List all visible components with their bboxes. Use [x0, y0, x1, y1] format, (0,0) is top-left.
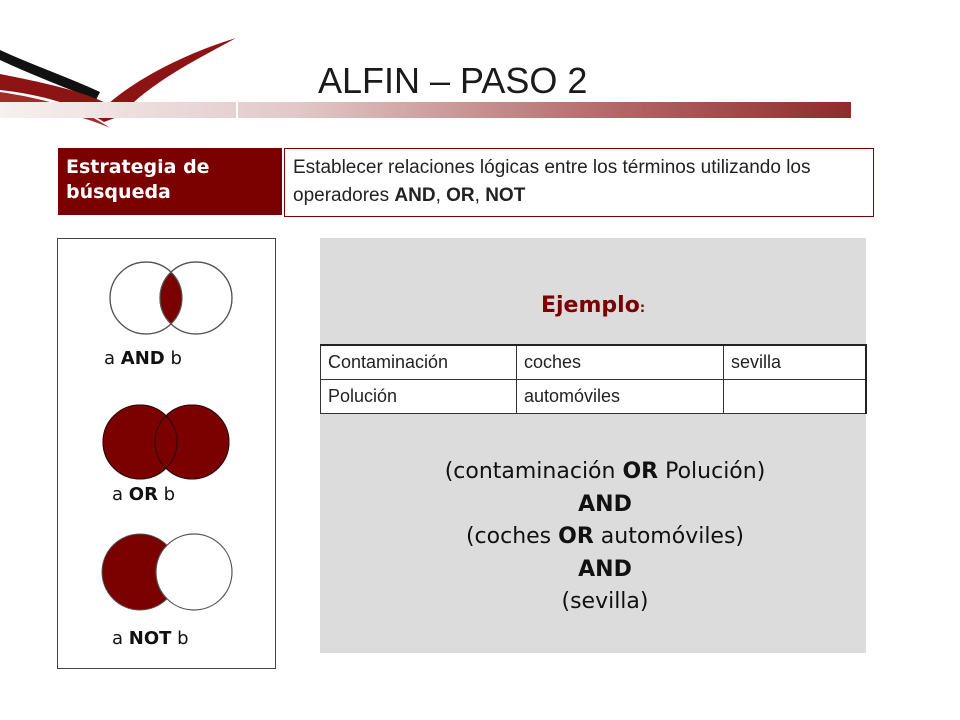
set-b-label: b	[163, 484, 176, 505]
table-cell: Contaminación	[321, 345, 517, 379]
query-term: (contaminación	[444, 459, 623, 484]
boolean-query	[320, 456, 890, 619]
operator-label: NOT	[128, 628, 172, 649]
operator-label: OR	[128, 484, 158, 505]
query-operator: OR	[558, 524, 594, 549]
operator-or: OR	[446, 185, 475, 206]
query-term: Polución)	[658, 459, 766, 484]
title-underline-band	[0, 102, 851, 118]
description-text: Establecer relaciones lógicas entre los términos utilizando los operadores	[293, 157, 811, 206]
venn-and-label	[104, 348, 182, 369]
table-cell	[724, 379, 866, 413]
table-cell: automóviles	[517, 379, 724, 413]
slide-title: ALFIN – PASO 2	[318, 60, 588, 101]
operator-and: AND	[394, 185, 436, 206]
table-row	[321, 345, 866, 379]
set-b-label: b	[170, 348, 182, 369]
set-a-label: a	[112, 628, 124, 649]
example-title-text: Ejemplo	[540, 293, 640, 318]
query-line	[320, 456, 890, 489]
operator-label: AND	[120, 348, 165, 369]
query-term: automóviles)	[593, 524, 745, 549]
separator: ,	[435, 185, 447, 206]
query-line	[320, 586, 890, 619]
venn-or-diagram	[96, 402, 236, 482]
set-b-label: b	[177, 628, 189, 649]
example-title	[320, 293, 866, 318]
venn-not-label	[112, 628, 189, 649]
operator-not: NOT	[485, 185, 526, 206]
query-line	[320, 489, 890, 522]
venn-not-diagram	[96, 532, 236, 612]
strategy-description	[284, 148, 874, 217]
set-a-label: a	[112, 484, 124, 505]
set-a-label: a	[104, 348, 116, 369]
query-term: (coches	[465, 524, 559, 549]
query-operator: OR	[622, 459, 659, 484]
table-cell: Polución	[321, 379, 517, 413]
strategy-label: Estrategia de búsqueda	[58, 148, 282, 215]
query-line	[320, 521, 890, 554]
band-divider	[236, 102, 238, 118]
table-row	[321, 379, 866, 413]
venn-and-diagram	[100, 258, 240, 338]
query-term: (sevilla)	[561, 589, 649, 614]
example-title-colon: :	[639, 301, 646, 316]
venn-or-label	[112, 484, 175, 505]
table-cell: sevilla	[724, 345, 866, 379]
query-operator: AND	[578, 491, 632, 517]
table-cell: coches	[517, 345, 724, 379]
query-operator: AND	[578, 556, 632, 582]
search-terms-table	[320, 344, 867, 414]
separator: ,	[474, 185, 486, 206]
query-line	[320, 554, 890, 587]
